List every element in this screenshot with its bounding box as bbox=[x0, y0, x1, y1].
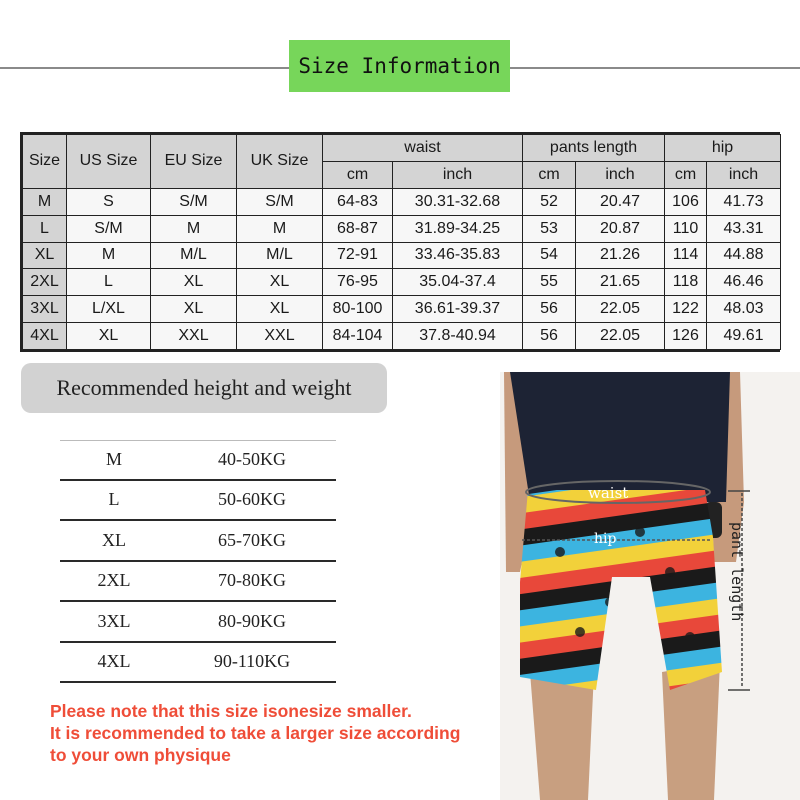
header-divider-left bbox=[0, 67, 290, 69]
table-cell: XL bbox=[237, 269, 323, 296]
table-cell: XL bbox=[151, 296, 237, 323]
weight-size: 2XL bbox=[97, 570, 131, 591]
table-cell: 122 bbox=[665, 296, 707, 323]
waist-label: waist bbox=[588, 484, 629, 502]
table-cell: XXL bbox=[151, 323, 237, 350]
table-cell: 2XL bbox=[23, 269, 67, 296]
table-cell: XL bbox=[151, 269, 237, 296]
table-cell: 56 bbox=[523, 323, 576, 350]
table-cell: 44.88 bbox=[707, 242, 781, 269]
header-hip: hip bbox=[665, 135, 781, 162]
table-cell: 35.04-37.4 bbox=[393, 269, 523, 296]
table-row bbox=[23, 242, 781, 269]
table-cell: 3XL bbox=[23, 296, 67, 323]
weight-range: 50-60KG bbox=[218, 489, 286, 510]
table-cell: 80-100 bbox=[323, 296, 393, 323]
recommended-label: Recommended height and weight bbox=[21, 363, 387, 413]
table-cell: 21.65 bbox=[576, 269, 665, 296]
weight-size: 3XL bbox=[97, 610, 131, 631]
subheader-inch: inch bbox=[707, 161, 781, 188]
table-cell: 20.47 bbox=[576, 188, 665, 215]
pant-length-label: pant length bbox=[728, 522, 746, 622]
table-cell: 43.31 bbox=[707, 215, 781, 242]
list-item bbox=[60, 521, 336, 562]
list-item bbox=[60, 481, 336, 522]
table-row bbox=[23, 269, 781, 296]
table-cell: 53 bbox=[523, 215, 576, 242]
table-cell: 64-83 bbox=[323, 188, 393, 215]
table-cell: 30.31-32.68 bbox=[393, 188, 523, 215]
note-line: It is recommended to take a larger size according bbox=[50, 723, 461, 743]
model-photo bbox=[500, 372, 800, 800]
table-cell: S/M bbox=[151, 188, 237, 215]
size-table bbox=[20, 132, 780, 352]
table-row bbox=[23, 188, 781, 215]
weight-range: 40-50KG bbox=[218, 448, 286, 469]
header-eu-size: EU Size bbox=[151, 135, 237, 189]
table-cell: 37.8-40.94 bbox=[393, 323, 523, 350]
subheader-cm: cm bbox=[665, 161, 707, 188]
weight-range: 70-80KG bbox=[218, 570, 286, 591]
table-cell: S bbox=[67, 188, 151, 215]
table-cell: M bbox=[151, 215, 237, 242]
weight-size: L bbox=[108, 489, 120, 510]
subheader-cm: cm bbox=[323, 161, 393, 188]
weight-list bbox=[60, 440, 336, 683]
weight-size: 4XL bbox=[97, 651, 131, 672]
header-pants-length: pants length bbox=[523, 135, 665, 162]
header-uk-size: UK Size bbox=[237, 135, 323, 189]
weight-range: 80-90KG bbox=[218, 610, 286, 631]
table-row bbox=[23, 215, 781, 242]
table-cell: M/L bbox=[151, 242, 237, 269]
table-cell: L bbox=[23, 215, 67, 242]
table-cell: 4XL bbox=[23, 323, 67, 350]
weight-size: M bbox=[105, 448, 122, 469]
table-cell: XL bbox=[67, 323, 151, 350]
table-cell: M bbox=[23, 188, 67, 215]
table-cell: 114 bbox=[665, 242, 707, 269]
table-cell: 106 bbox=[665, 188, 707, 215]
table-cell: 31.89-34.25 bbox=[393, 215, 523, 242]
table-cell: 22.05 bbox=[576, 296, 665, 323]
weight-size: XL bbox=[102, 529, 126, 550]
table-cell: S/M bbox=[237, 188, 323, 215]
table-cell: XL bbox=[23, 242, 67, 269]
table-cell: 49.61 bbox=[707, 323, 781, 350]
header-waist: waist bbox=[323, 135, 523, 162]
table-cell: 54 bbox=[523, 242, 576, 269]
header-size: Size bbox=[23, 135, 67, 189]
table-cell: 55 bbox=[523, 269, 576, 296]
table-cell: 46.46 bbox=[707, 269, 781, 296]
table-cell: 48.03 bbox=[707, 296, 781, 323]
table-cell: 76-95 bbox=[323, 269, 393, 296]
note-line: Please note that this size isonesize smaller. bbox=[50, 701, 412, 721]
list-item bbox=[60, 562, 336, 603]
table-cell: 118 bbox=[665, 269, 707, 296]
table-cell: M bbox=[237, 215, 323, 242]
table-header-row bbox=[23, 135, 781, 162]
list-item bbox=[60, 643, 336, 684]
table-cell: 52 bbox=[523, 188, 576, 215]
table-cell: 36.61-39.37 bbox=[393, 296, 523, 323]
list-item bbox=[60, 602, 336, 643]
subheader-cm: cm bbox=[523, 161, 576, 188]
table-row bbox=[23, 296, 781, 323]
table-cell: L/XL bbox=[67, 296, 151, 323]
weight-range: 90-110KG bbox=[213, 651, 291, 672]
table-cell: 33.46-35.83 bbox=[393, 242, 523, 269]
header-us-size: US Size bbox=[67, 135, 151, 189]
table-cell: 56 bbox=[523, 296, 576, 323]
hip-label: hip bbox=[594, 531, 617, 547]
table-cell: XL bbox=[237, 296, 323, 323]
list-item bbox=[60, 440, 336, 481]
table-cell: S/M bbox=[67, 215, 151, 242]
header-divider-right bbox=[510, 67, 800, 69]
size-note bbox=[50, 700, 510, 766]
table-cell: 21.26 bbox=[576, 242, 665, 269]
table-cell: M/L bbox=[237, 242, 323, 269]
table-cell: L bbox=[67, 269, 151, 296]
table-cell: 41.73 bbox=[707, 188, 781, 215]
subheader-inch: inch bbox=[393, 161, 523, 188]
table-row bbox=[23, 323, 781, 350]
weight-range: 65-70KG bbox=[218, 529, 286, 550]
table-cell: 20.87 bbox=[576, 215, 665, 242]
table-cell: 126 bbox=[665, 323, 707, 350]
page-title: Size Information bbox=[289, 40, 510, 92]
table-cell: 72-91 bbox=[323, 242, 393, 269]
table-cell: 68-87 bbox=[323, 215, 393, 242]
table-cell: 84-104 bbox=[323, 323, 393, 350]
table-cell: 22.05 bbox=[576, 323, 665, 350]
note-line: to your own physique bbox=[50, 745, 231, 765]
subheader-inch: inch bbox=[576, 161, 665, 188]
table-cell: 110 bbox=[665, 215, 707, 242]
table-cell: XXL bbox=[237, 323, 323, 350]
table-cell: M bbox=[67, 242, 151, 269]
